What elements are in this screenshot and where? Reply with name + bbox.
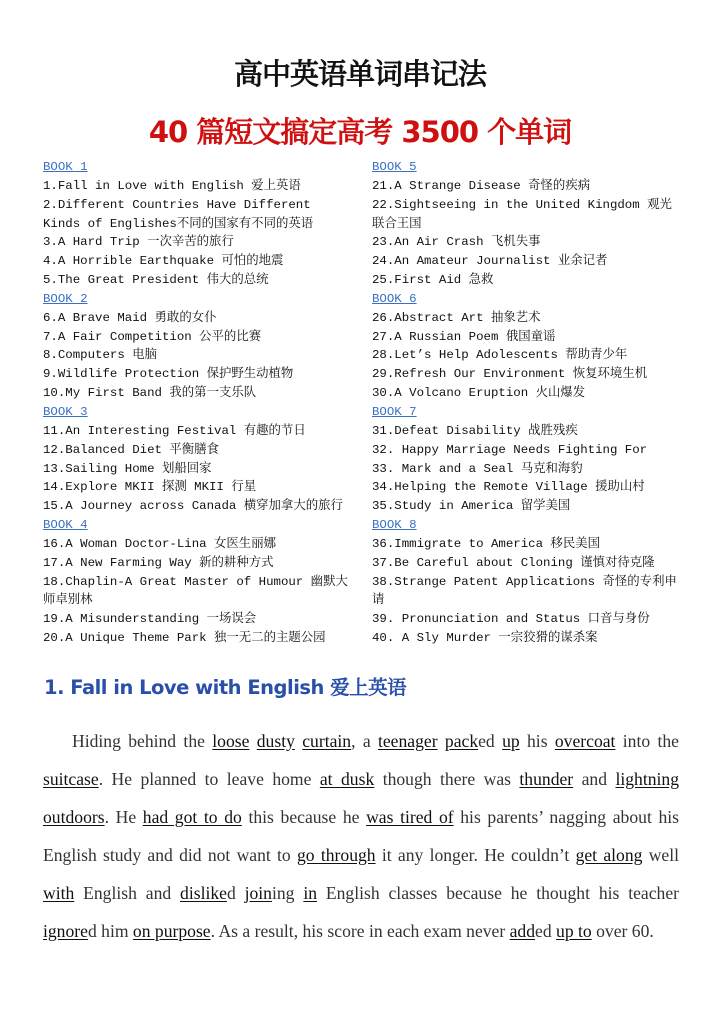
contents-item: 30.A Volcano Eruption 火山爆发 [372, 386, 586, 401]
vocab-word: pack [444, 730, 479, 751]
text-run: . As a result, his score in each exam never [210, 920, 510, 941]
vocab-word: go through [297, 844, 376, 865]
text-run: English classes because he thought his teacher [317, 882, 679, 903]
vocab-word: on purpose [132, 920, 211, 941]
vocab-word: loose [212, 730, 250, 751]
vocab-word: add [509, 920, 536, 941]
contents-item: 28.Let’s Help Adolescents 帮助青少年 [372, 348, 628, 363]
vocab-word: was tired of [366, 806, 454, 827]
contents-item: 32. Happy Marriage Needs Fighting For [372, 442, 648, 457]
contents-item: 20.A Unique Theme Park 独一无二的主题公园 [43, 631, 326, 646]
contents-item: 40. A Sly Murder 一宗狡猾的谋杀案 [372, 631, 598, 646]
section-heading: 1. Fall in Love with English 爱上英语 [44, 676, 407, 699]
text-run: though there was [374, 768, 520, 789]
book-link[interactable]: BOOK 4 [43, 518, 88, 533]
contents-item: 15.A Journey across Canada 横穿加拿大的旅行 [43, 499, 343, 514]
page-title: 高中英语单词串记法 [233, 57, 486, 91]
text-run: and [573, 768, 616, 789]
text-run: well [642, 844, 679, 865]
contents-item: 7.A Fair Competition 公平的比赛 [43, 329, 262, 344]
vocab-word: up [502, 730, 520, 751]
contents-item: 36.Immigrate to America 移民美国 [372, 536, 601, 551]
text-run: his parents’ nagging about his English study and did not want to [43, 806, 679, 865]
text-run: . He planned to leave home [98, 768, 320, 789]
contents-item: 4.A Horrible Earthquake 可怕的地震 [43, 254, 284, 269]
story-paragraph [43, 722, 679, 950]
contents-item: 16.A Woman Doctor-Lina 女医生丽娜 [43, 536, 276, 551]
contents-item: 9.Wildlife Protection 保护野生动植物 [43, 367, 294, 382]
contents-item: 34.Helping the Remote Village 援助山村 [372, 480, 645, 495]
contents-item: 29.Refresh Our Environment 恢复环境生机 [372, 367, 648, 382]
vocab-word: teenager [377, 730, 438, 751]
vocab-word: ignore [43, 920, 88, 941]
vocab-word: suitcase [43, 768, 99, 789]
book-link[interactable]: BOOK 8 [372, 518, 417, 533]
contents-item: 17.A New Farming Way 新的耕种方式 [43, 555, 274, 570]
contents-item: 25.First Aid 急救 [372, 273, 494, 288]
text-run: d him [87, 920, 133, 941]
vocab-word: had got to do [142, 806, 242, 827]
book-link[interactable]: BOOK 1 [43, 160, 88, 174]
vocab-word: dusty [256, 730, 295, 751]
contents-item: 23.An Air Crash 飞机失事 [372, 235, 541, 250]
text-run: ed [535, 920, 557, 941]
vocab-word: in [303, 882, 318, 903]
text-run: it any longer. He couldn’t [375, 844, 576, 865]
vocab-word: lightning [615, 768, 680, 789]
text-run: Hiding behind the [72, 730, 213, 751]
contents-item: 13.Sailing Home 划船回家 [43, 461, 212, 476]
vocab-word: thunder [519, 768, 574, 789]
vocab-word: curtain [302, 730, 352, 751]
book-link[interactable]: BOOK 2 [43, 291, 88, 306]
text-run: ing [271, 882, 304, 903]
contents-item: 18.Chaplin-A Great Master of Humour 幽默大师卓别林 [43, 574, 348, 608]
text-run: this because he [241, 806, 367, 827]
contents-item: 12.Balanced Diet 平衡膳食 [43, 442, 219, 457]
text-run: into the [615, 730, 679, 751]
contents-item: 31.Defeat Disability 战胜残疾 [372, 423, 578, 438]
contents-item: 35.Study in America 留学美国 [372, 499, 571, 514]
contents-item: 33. Mark and a Seal 马克和海豹 [372, 461, 583, 476]
contents-item: 14.Explore MKII 探测 MKII 行星 [43, 480, 257, 495]
contents-item: 8.Computers 电脑 [43, 348, 158, 363]
contents-right-column [372, 158, 682, 648]
book-link[interactable]: BOOK 3 [43, 404, 88, 419]
vocab-word: up to [556, 920, 592, 941]
book-link[interactable]: BOOK 6 [372, 291, 417, 306]
contents-item: 21.A Strange Disease 奇怪的疾病 [372, 178, 591, 193]
contents-item: 38.Strange Patent Applications 奇怪的专利申请 [372, 574, 677, 608]
contents-item: 1.Fall in Love with English 爱上英语 [43, 178, 301, 193]
text-run: ed [478, 730, 503, 751]
text-run: over 60. [591, 920, 654, 941]
vocab-word: outdoors [43, 806, 105, 827]
vocab-word: get along [575, 844, 643, 865]
vocab-word: dislike [180, 882, 227, 903]
text-run: . He [104, 806, 143, 827]
vocab-word: overcoat [554, 730, 616, 751]
contents-item: 22.Sightseeing in the United Kingdom 观光联合王国 [372, 197, 672, 231]
contents-item: 39. Pronunciation and Status 口音与身份 [372, 612, 650, 627]
vocab-word: with [43, 882, 75, 903]
contents-item: 6.A Brave Maid 勇敢的女仆 [43, 310, 217, 325]
text-run [438, 731, 445, 751]
text-run: English and [74, 882, 181, 903]
contents-item: 26.Abstract Art 抽象艺术 [372, 310, 541, 325]
book-link[interactable]: BOOK 7 [372, 404, 417, 419]
contents-item: 5.The Great President 伟大的总统 [43, 273, 269, 288]
text-run [249, 731, 256, 751]
contents-item: 19.A Misunderstanding 一场误会 [43, 612, 257, 627]
text-run: d [226, 882, 245, 903]
vocab-word: join [244, 882, 272, 903]
contents-item: 2.Different Countries Have Different Kinds of Englishes不同的国家有不同的英语 [43, 197, 314, 231]
text-run: , a [351, 730, 378, 751]
contents-item: 37.Be Careful about Cloning 谨慎对待克隆 [372, 555, 655, 570]
contents-item: 10.My First Band 我的第一支乐队 [43, 386, 257, 401]
page-subtitle: 40 篇短文搞定高考 3500 个单词 [148, 115, 572, 149]
contents-item: 27.A Russian Poem 俄国童谣 [372, 329, 556, 344]
book-link[interactable]: BOOK 5 [372, 160, 417, 174]
contents-item: 11.An Interesting Festival 有趣的节日 [43, 423, 306, 438]
contents-left-column [43, 158, 353, 648]
contents-item: 3.A Hard Trip 一次辛苦的旅行 [43, 235, 234, 250]
text-run: his [519, 730, 555, 751]
contents-item: 24.An Amateur Journalist 业余记者 [372, 254, 608, 269]
vocab-word: at dusk [319, 768, 375, 789]
